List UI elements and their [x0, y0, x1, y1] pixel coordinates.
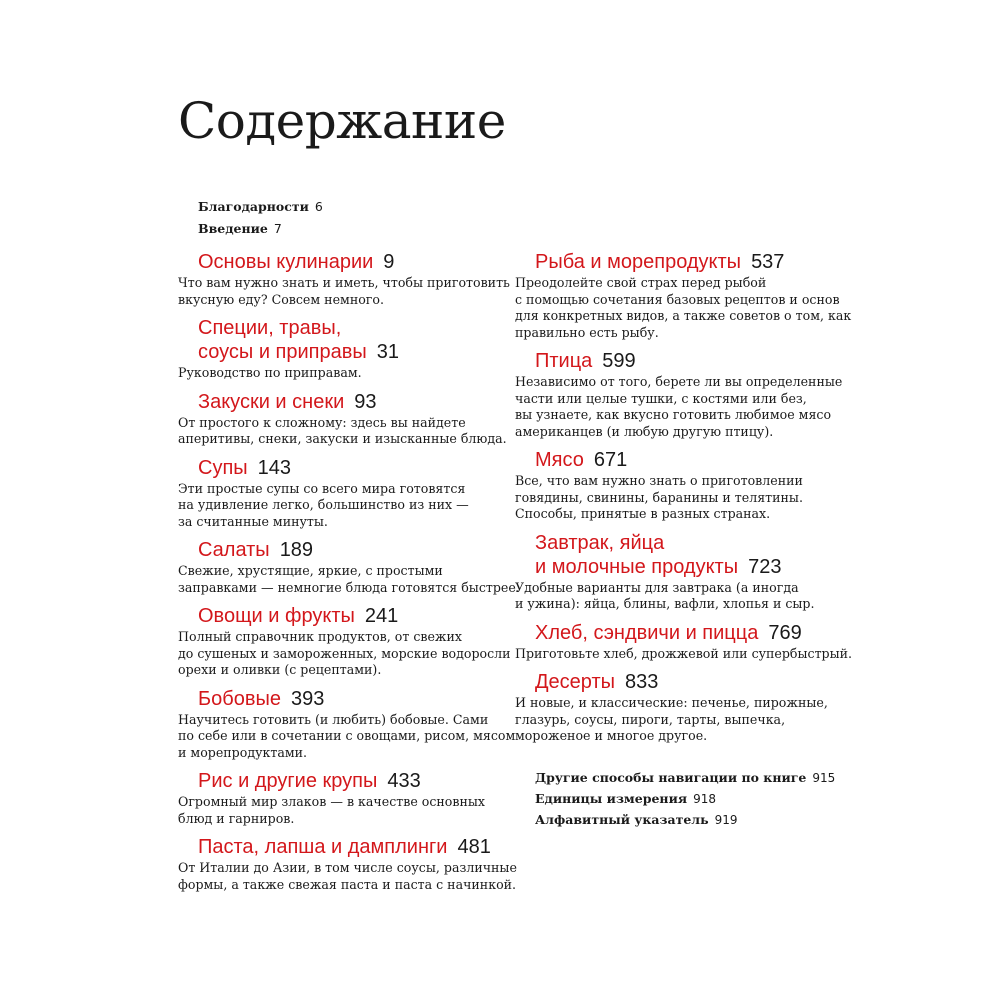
section-description: [178, 711, 516, 762]
section-page-number: 93: [354, 390, 377, 413]
section-title-line: [178, 250, 508, 274]
section-description: [178, 629, 511, 679]
section-heading[interactable]: [178, 456, 508, 480]
section-heading[interactable]: [515, 250, 845, 274]
section-page-number: 481: [457, 836, 491, 858]
section-title: Завтрак, яйца: [535, 531, 665, 554]
section-description: [515, 275, 852, 341]
toc-entry-page: 918: [693, 792, 716, 806]
toc-section: [178, 538, 520, 596]
section-title-line: [178, 340, 508, 364]
section-title-line: [515, 555, 845, 579]
toc-section: [515, 531, 845, 613]
section-title-line: [178, 769, 508, 793]
toc-section: [515, 349, 845, 440]
section-title: Десерты: [535, 671, 616, 693]
section-description-line: говядины, свинины, баранины и телятины.: [515, 489, 803, 505]
section-description-line: правильно есть рыбу.: [515, 324, 659, 340]
section-heading[interactable]: [178, 604, 508, 628]
section-page-number: 241: [364, 605, 399, 627]
section-page-number: 143: [257, 456, 292, 479]
section-description-line: Огромный мир злаков — в качестве основных: [178, 794, 485, 809]
toc-entry-page: 919: [714, 813, 738, 827]
toc-section: [515, 448, 845, 523]
section-heading[interactable]: [178, 687, 508, 711]
section-title: и молочные продукты: [535, 555, 739, 578]
section-title: Рис и другие крупы: [198, 770, 378, 792]
section-title-line: [178, 604, 508, 628]
section-title: Хлеб, сэндвичи и пицца: [535, 621, 759, 644]
section-heading[interactable]: [515, 349, 845, 373]
section-description-line: до сушеных и замороженных, морские водоросли: [178, 645, 511, 661]
section-description-line: и морепродуктами.: [178, 744, 308, 760]
section-title-line: [178, 456, 508, 480]
front-matter: [198, 198, 323, 242]
section-description: [178, 415, 508, 448]
toc-entry-label: Единицы измерения: [535, 791, 688, 806]
section-heading[interactable]: [178, 390, 508, 414]
section-heading[interactable]: [515, 531, 845, 579]
section-description-line: блюд и гарниров.: [178, 810, 295, 826]
section-description-line: Эти простые супы со всего мира готовятся: [178, 480, 466, 496]
section-description-line: с помощью сочетания базовых рецептов и основ: [515, 291, 840, 307]
section-description-line: и ужина): яйца, блины, вафли, хлопья и сыр.: [515, 596, 815, 611]
section-description-line: Независимо от того, берете ли вы определенные: [515, 374, 843, 389]
section-description-line: Все, что вам нужно знать о приготовлении: [515, 473, 803, 488]
section-description: [178, 563, 520, 596]
section-title-line: [515, 250, 845, 274]
section-description-line: Научитесь готовить (и любить) бобовые. Сами: [178, 711, 489, 727]
toc-entry-label: Алфавитный указатель: [535, 812, 709, 827]
section-description-line: Приготовьте хлеб, дрожжевой или супербыстрый.: [515, 645, 853, 661]
section-title-line: [178, 538, 508, 562]
toc-section: [515, 250, 852, 341]
section-description-line: орехи и оливки (с рецептами).: [178, 662, 382, 677]
section-description-line: Руководство по приправам.: [178, 365, 362, 380]
section-page-number: 671: [593, 449, 628, 471]
section-title-line: [178, 687, 508, 711]
section-description-line: за считанные минуты.: [178, 513, 328, 529]
section-description: [178, 275, 508, 308]
toc-section: [178, 250, 508, 308]
section-title-line: [515, 448, 845, 472]
section-description-line: заправками — немногие блюда готовятся быстрее.: [178, 579, 520, 595]
section-description-line: вы узнаете, как вкусно готовить любимое мясо: [515, 407, 832, 422]
toc-section: [178, 604, 511, 679]
section-description: [515, 473, 845, 523]
toc-left-column: [178, 250, 520, 901]
toc-section: [515, 670, 845, 745]
section-title: Закуски и снеки: [198, 390, 345, 413]
section-description-line: Удобные варианты для завтрака (а иногда: [515, 579, 799, 595]
section-description: [178, 481, 508, 531]
toc-entry-acknowledgements[interactable]: [198, 198, 323, 220]
section-title: Основы кулинарии: [198, 251, 374, 273]
section-title-line: [178, 835, 508, 859]
toc-section: [178, 769, 508, 827]
toc-entry-label: Благодарности: [198, 199, 309, 214]
toc-entry-page: 7: [273, 221, 282, 236]
section-heading[interactable]: [178, 538, 508, 562]
section-title: Рыба и морепродукты: [535, 251, 742, 273]
section-description-line: части или целые тушки, с костями или без,: [515, 390, 807, 406]
toc-section: [178, 456, 508, 531]
section-page-number: 393: [290, 687, 325, 710]
section-description-line: Способы, принятые в разных странах.: [515, 506, 771, 521]
section-title-line: [515, 531, 845, 555]
section-description-line: От Италии до Азии, в том числе соусы, различные: [178, 860, 517, 875]
toc-section: [178, 390, 508, 448]
section-description: [178, 860, 517, 893]
section-page-number: 189: [279, 539, 314, 561]
section-description-line: И новые, и классические: печенье, пирожные,: [515, 695, 828, 710]
toc-entry-index[interactable]: [535, 811, 835, 832]
toc-section: [178, 835, 517, 893]
section-title-line: [515, 349, 845, 373]
section-title: Бобовые: [198, 687, 281, 710]
section-title-line: [178, 316, 508, 340]
section-heading[interactable]: [515, 448, 845, 472]
section-page-number: 769: [768, 621, 802, 644]
section-description-line: От простого к сложному: здесь вы найдете: [178, 414, 466, 430]
section-page-number: 31: [376, 341, 400, 363]
toc-section: [178, 687, 516, 762]
section-description-line: аперитивы, снеки, закуски и изысканные блюда.: [178, 431, 507, 446]
toc-entry-label: Введение: [198, 221, 268, 236]
section-title: Специи, травы,: [198, 317, 342, 339]
section-page-number: 9: [383, 251, 395, 273]
toc-entry-introduction[interactable]: [198, 220, 323, 242]
section-title: Овощи и фрукты: [198, 605, 355, 627]
section-heading[interactable]: [178, 250, 508, 274]
section-description: [178, 365, 508, 382]
toc-section: [515, 621, 853, 663]
section-heading[interactable]: [178, 835, 508, 859]
toc-entry-label: Другие способы навигации по книге: [535, 770, 807, 785]
toc-right-column: [515, 250, 853, 753]
section-description-line: Что вам нужно знать и иметь, чтобы приготовить: [178, 275, 510, 290]
page-title: Содержание: [178, 92, 506, 150]
section-title: соусы и приправы: [198, 341, 367, 363]
section-page-number: 537: [751, 251, 785, 273]
section-description-line: глазурь, соусы, пироги, тарты, выпечка,: [515, 711, 786, 727]
section-description-line: мороженое и многое другое.: [515, 728, 708, 743]
section-description-line: формы, а также свежая паста и паста с начинкой.: [178, 876, 517, 892]
back-matter: [535, 769, 835, 832]
section-description: [515, 374, 845, 440]
section-heading[interactable]: [515, 621, 845, 645]
section-title: Салаты: [198, 539, 270, 561]
section-description-line: Свежие, хрустящие, яркие, с простыми: [178, 563, 443, 578]
section-description: [515, 645, 853, 663]
section-description-line: вкусную еду? Совсем немного.: [178, 291, 384, 307]
toc-entry-units[interactable]: [535, 790, 835, 811]
toc-entry-page: 6: [314, 199, 323, 214]
section-description-line: американцев (и любую другую птицу).: [515, 423, 774, 439]
toc-section: [178, 316, 508, 382]
section-description-line: Полный справочник продуктов, от свежих: [178, 629, 463, 644]
section-title: Мясо: [535, 449, 584, 471]
section-title-line: [178, 390, 508, 414]
section-description: [515, 580, 845, 613]
section-page-number: 833: [625, 671, 659, 693]
toc-entry-navigation[interactable]: [535, 769, 835, 790]
section-title: Паста, лапша и дамплинги: [198, 836, 448, 858]
section-title-line: [515, 621, 845, 645]
toc-entry-page: 915: [812, 771, 836, 785]
section-title: Супы: [198, 456, 248, 479]
section-title-line: [515, 670, 845, 694]
section-description: [515, 695, 845, 745]
section-title: Птица: [535, 350, 593, 372]
section-heading[interactable]: [178, 769, 508, 793]
section-page-number: 599: [602, 350, 636, 372]
section-page-number: 723: [748, 555, 782, 578]
section-description-line: по себе или в сочетании с овощами, рисом, мясом: [178, 728, 516, 743]
section-page-number: 433: [387, 770, 421, 792]
section-heading[interactable]: [515, 670, 845, 694]
section-description-line: Преодолейте свой страх перед рыбой: [515, 275, 767, 290]
section-description-line: на удивление легко, большинство из них —: [178, 497, 469, 512]
section-description-line: для конкретных видов, а также советов о том, как: [515, 308, 852, 323]
section-heading[interactable]: [178, 316, 508, 364]
section-description: [178, 794, 508, 827]
